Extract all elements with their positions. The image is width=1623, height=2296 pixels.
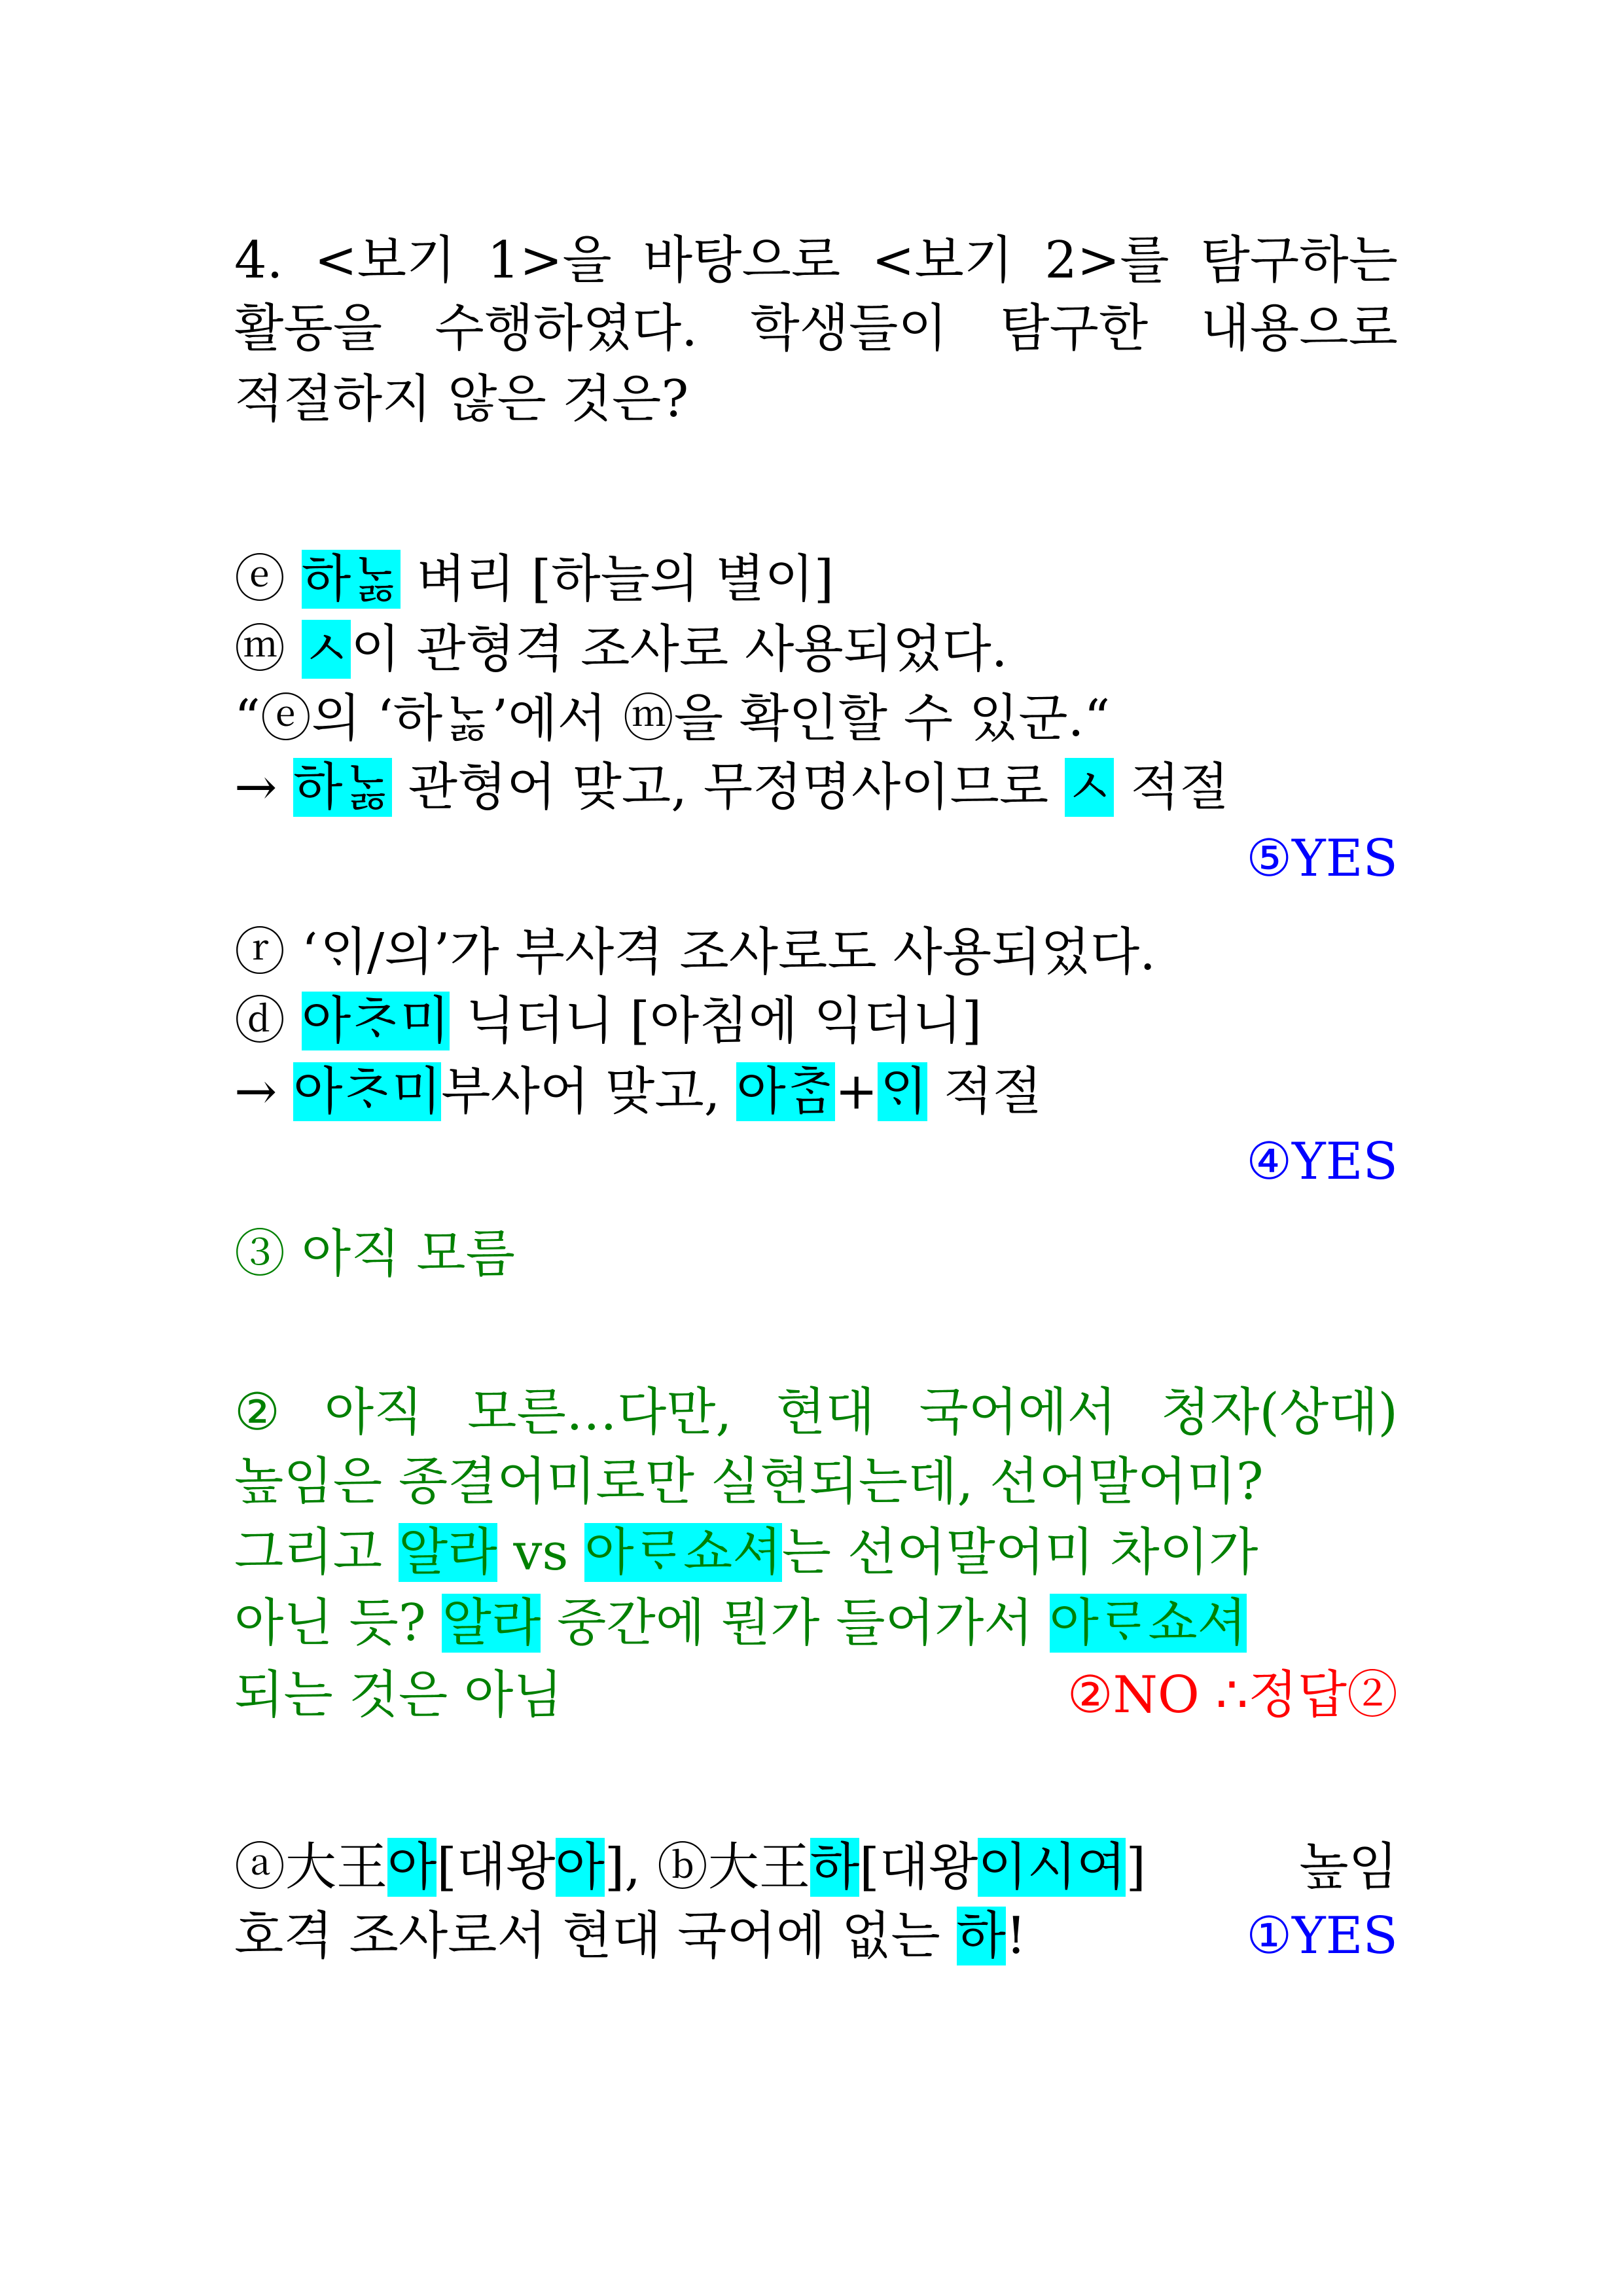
question-word: <보기 — [314, 231, 456, 290]
option-2-word: 청자(상대) — [1160, 1383, 1398, 1442]
highlight-word: 하ᄂᆞᇙ — [301, 550, 401, 609]
highlight-word: 하ᄂᆞᇙ — [293, 758, 392, 817]
highlight-word: 이시여 — [978, 1838, 1126, 1897]
highlight-word: 아 — [387, 1838, 437, 1897]
question-word: 내용으로 — [1200, 299, 1398, 358]
arrow-text-end: 적절 — [943, 1062, 1043, 1121]
highlight-word: ᄋᆡ — [878, 1062, 927, 1121]
example-b-prefix: ⓑ大王 — [656, 1838, 810, 1897]
option-2-text: 아닌 듯? — [234, 1594, 426, 1653]
question-word: 학생들이 — [750, 299, 948, 358]
highlight-word: 알라 — [398, 1523, 497, 1582]
highlight-word: 알라 — [442, 1594, 541, 1653]
option-2-line-1 — [234, 1380, 1398, 1445]
option-2-line-5 — [234, 1662, 1398, 1728]
example-a-bracket-end: ], — [604, 1838, 641, 1897]
example-d-line — [234, 988, 1398, 1054]
highlight-word: 아ᄎᆞ미 — [301, 992, 450, 1050]
option-2-vs: vs — [513, 1523, 569, 1582]
arrow-text: 부사어 맞고, — [441, 1062, 721, 1121]
plus-sign: + — [835, 1062, 878, 1121]
mark-d: ⓓ — [234, 992, 286, 1050]
example-e-text: 벼리 [하늘의 별이] — [416, 550, 834, 609]
option-2-text: 그리고 — [234, 1523, 383, 1582]
example-a-prefix: ⓐ大王 — [234, 1838, 388, 1897]
quote-line: “ⓔ의 ‘하ᄂᆞᇙ’에서 ⓜ을 확인할 수 있군.“ — [234, 689, 1111, 748]
option-2-line-2: 높임은 종결어미로만 실현되는데, 선어말어미? — [234, 1452, 1264, 1511]
arrow-text-end: 적절 — [1130, 758, 1229, 817]
highlight-word: 아ᄅᆞ쇼셔 — [1049, 1594, 1247, 1653]
question-word: 1>을 — [487, 231, 612, 290]
option-2-word: 국어에서 — [919, 1383, 1116, 1442]
example-e-line — [234, 547, 1398, 612]
question-word: 4. — [234, 231, 283, 290]
verdict-5: ⑤YES — [1246, 829, 1398, 888]
option-2-text: 중간에 뭔가 들어가서 — [556, 1594, 1033, 1653]
highlight-word: ㅅ — [1065, 758, 1115, 817]
arrow-line-5 — [234, 755, 1398, 820]
option-3-line: ③ 아직 모름 — [234, 1225, 515, 1283]
highlight-word: 하 — [956, 1907, 1006, 1965]
arrow-icon: → — [234, 758, 277, 817]
option-2-word: 현대 — [776, 1383, 875, 1442]
question-word: 2>를 — [1044, 231, 1169, 290]
highlight-word: 아ᄎᆞ미 — [293, 1062, 442, 1121]
highlight-word: 하 — [810, 1838, 860, 1897]
claim-r-line: ⓡ ‘ᄋᆡ/의’가 부사격 조사로도 사용되었다. — [234, 923, 1156, 982]
option-1-line-2 — [234, 1903, 1398, 1969]
option-2-text: 되는 것은 아님 — [234, 1666, 563, 1725]
verdict-1: ①YES — [1246, 1907, 1398, 1965]
option-1-text: 호격 조사로서 현대 국어에 없는 — [234, 1907, 940, 1965]
highlight-word: 아ᄎᆞᆷ — [736, 1062, 836, 1121]
arrow-icon: → — [234, 1062, 277, 1121]
option-1-excl: ! — [1005, 1907, 1027, 1965]
arrow-line-4 — [234, 1059, 1398, 1124]
highlight-word: 아 — [555, 1838, 605, 1897]
claim-m-text: 이 관형격 조사로 사용되었다. — [351, 620, 1008, 679]
question-word: 탐구한 — [1000, 299, 1149, 358]
example-b-bracket: [대왕 — [859, 1838, 978, 1897]
verdict-4: ④YES — [1246, 1132, 1398, 1191]
example-b-bracket-end: ] — [1126, 1838, 1146, 1897]
verdict-2: ②NO ∴정답② — [1067, 1666, 1398, 1725]
highlight-word: 아ᄅᆞ쇼셔 — [584, 1523, 782, 1582]
highlight-word: ㅅ — [301, 620, 351, 679]
option-2-line-3 — [234, 1520, 1398, 1585]
example-ab-line — [234, 1835, 1398, 1900]
option-2-word: 모른…다만, — [467, 1383, 732, 1442]
example-b-end: 높임 — [1299, 1838, 1398, 1897]
mark-e: ⓔ — [234, 550, 286, 609]
question-word: 탐구하는 — [1200, 231, 1398, 290]
option-2-line-4 — [234, 1590, 1398, 1656]
question-line-1 — [234, 228, 1398, 293]
question-word: 바탕으로 — [643, 231, 841, 290]
option-2-text: 는 선어말어미 차이가 — [781, 1523, 1258, 1582]
question-word: 활동을 — [234, 299, 383, 358]
question-line-2 — [234, 296, 1398, 361]
arrow-text: 관형어 맞고, 무정명사이므로 — [408, 758, 1049, 817]
claim-m-line — [234, 617, 1398, 682]
example-d-text: 닉더니 [아침에 익더니] — [465, 992, 982, 1050]
option-2-word: 아직 — [324, 1383, 423, 1442]
question-line-3: 적절하지 않은 것은? — [234, 370, 689, 429]
option-2-word: ② — [234, 1383, 280, 1442]
example-a-bracket: [대왕 — [437, 1838, 556, 1897]
question-word: 수행하였다. — [435, 299, 698, 358]
question-word: <보기 — [872, 231, 1014, 290]
mark-m: ⓜ — [234, 620, 286, 679]
